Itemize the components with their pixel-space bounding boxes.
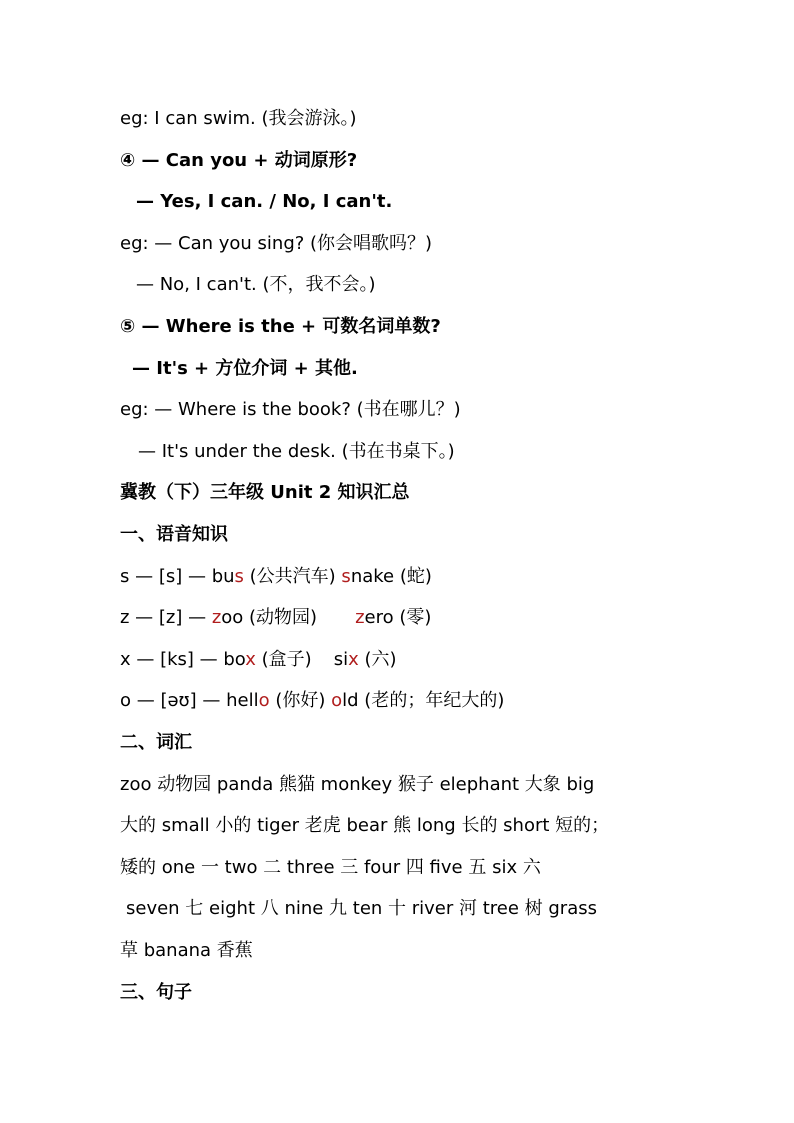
phonics-x-prefix: x — [ks] — bo: [120, 649, 246, 670]
phonics-o-mid: (你好): [269, 690, 332, 711]
example-sing-answer: — No, I can't. (不，我不会。): [136, 274, 376, 295]
phonics-z-end: ero (零): [364, 607, 432, 628]
vocab-line-3: 矮的 one 一 two 二 three 三 four 四 five 五 six 六: [120, 857, 541, 878]
phonics-o-end: ld (老的；年纪大的): [342, 690, 505, 711]
pattern-5-answer: — It's + 方位介词 + 其他.: [132, 358, 358, 379]
unit-title: 冀教（下）三年级 Unit 2 知识汇总: [120, 482, 410, 503]
phonics-heading: 一、语音知识: [120, 524, 228, 545]
phonics-x-end: (六): [358, 649, 397, 670]
example-book-answer: — It's under the desk. (书在书桌下。): [138, 441, 455, 462]
phonics-x-pre2: si: [333, 649, 349, 670]
phonics-o-prefix: o — [əʊ] — hell: [120, 690, 259, 711]
phonics-s-letter-2: s: [341, 566, 351, 587]
example-book-question: eg: — Where is the book? (书在哪儿？): [120, 399, 461, 420]
example-sing-question: eg: — Can you sing? (你会唱歌吗？): [120, 233, 433, 254]
phonics-s-mid: (公共汽车): [243, 566, 342, 587]
phonics-x-row: [120, 648, 740, 672]
phonics-s-end: nake (蛇): [350, 566, 432, 587]
phonics-x-letter-1: x: [245, 649, 256, 670]
phonics-z-row: [120, 606, 740, 630]
sentences-heading: 三、句子: [120, 982, 192, 1003]
phonics-z-mid: oo (动物园): [221, 607, 318, 628]
phonics-s-row: [120, 565, 740, 589]
pattern-4-question: ④ — Can you + 动词原形?: [120, 150, 358, 171]
phonics-z-letter-2: z: [355, 607, 365, 628]
vocab-line-2: 大的 small 小的 tiger 老虎 bear 熊 long 长的 short 短的；: [120, 815, 610, 836]
vocab-line-4: seven 七 eight 八 nine 九 ten 十 river 河 tree 树 grass: [126, 898, 597, 919]
phonics-z-letter-1: z: [211, 607, 222, 628]
vocab-line-1: zoo 动物园 panda 熊猫 monkey 猴子 elephant 大象 big: [120, 774, 595, 795]
phonics-o-letter-2: o: [331, 690, 343, 711]
phonics-s-letter-1: s: [234, 566, 244, 587]
pattern-4-answer: — Yes, I can. / No, I can't.: [136, 191, 393, 212]
vocab-line-5: 草 banana 香蕉: [120, 940, 253, 961]
example-swim: eg: I can swim. (我会游泳。): [120, 108, 357, 129]
phonics-x-letter-2: x: [348, 649, 359, 670]
phonics-x-mid: (盒子): [255, 649, 312, 670]
vocab-heading: 二、词汇: [120, 732, 192, 753]
phonics-o-letter-1: o: [258, 690, 270, 711]
pattern-5-question: ⑤ — Where is the + 可数名词单数?: [120, 316, 441, 337]
phonics-z-prefix: z — [z] —: [120, 607, 212, 628]
phonics-s-prefix: s — [s] — bu: [120, 566, 235, 587]
phonics-o-row: [120, 689, 740, 713]
